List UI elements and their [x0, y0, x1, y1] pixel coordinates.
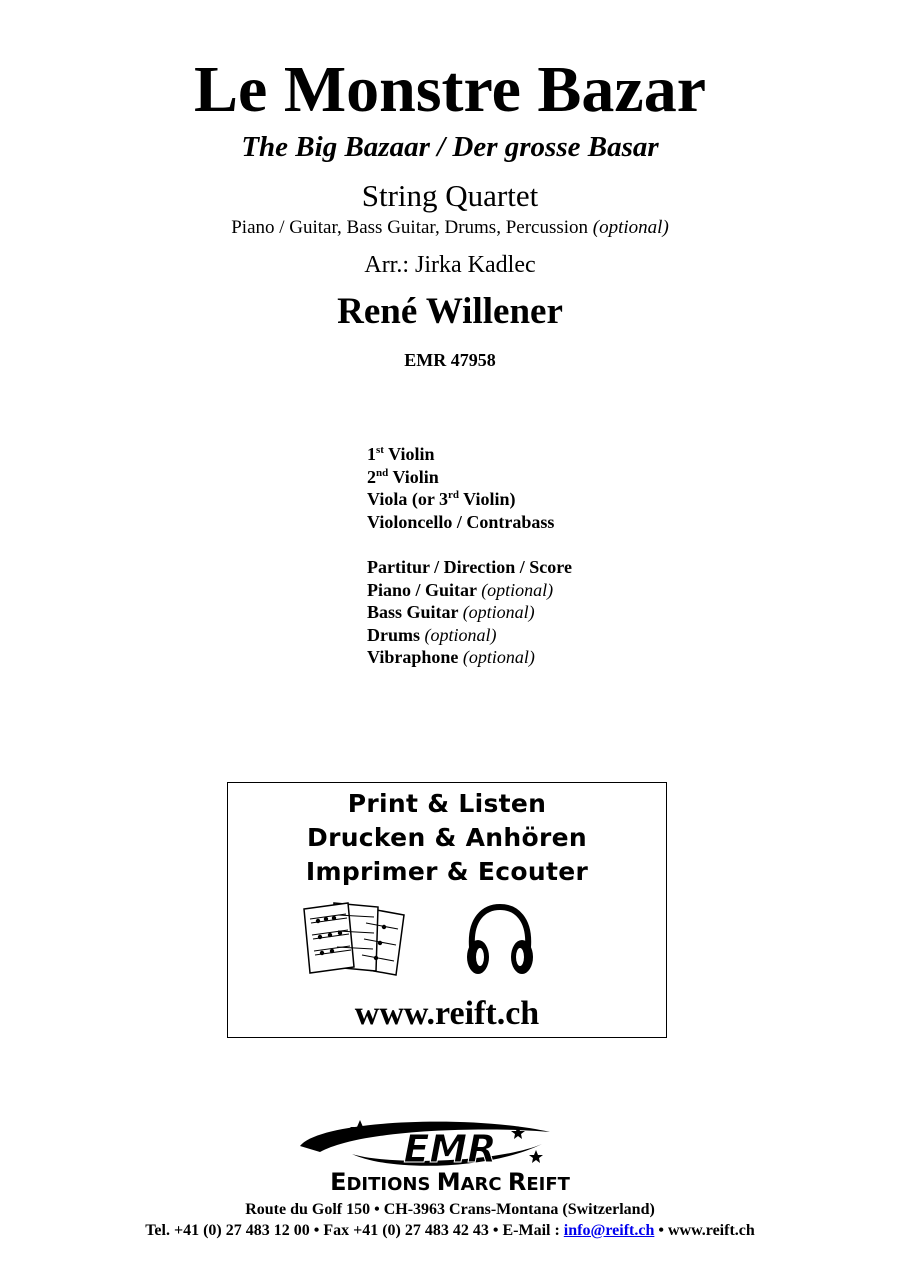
publisher-contact: Tel. +41 (0) 27 483 12 00 • Fax +41 (0) 27 483 42 43 • E-Mail : info@reift.ch • www.reift.ch	[145, 1222, 755, 1239]
sheet-music-icon	[300, 901, 412, 981]
website-link[interactable]: www.reift.ch	[354, 995, 540, 1032]
part-item: Partitur / Direction / Score	[367, 556, 572, 577]
piece-subtitle: The Big Bazaar / Der grosse Basar	[241, 131, 659, 163]
instrumentation-line: Piano / Guitar, Bass Guitar, Drums, Percussion (optional)	[231, 217, 669, 238]
part-item: 2nd Violin	[367, 466, 439, 487]
arranger-credit: Arr.: Jirka Kadlec	[364, 252, 536, 278]
promo-line: Imprimer & Ecouter	[305, 857, 589, 886]
emr-logo	[250, 1110, 650, 1196]
part-item: Viola (or 3rd Violin)	[367, 489, 516, 510]
parts-list	[367, 443, 572, 669]
part-item: 1st Violin	[367, 444, 435, 464]
email-link[interactable]: info@reift.ch	[563, 1222, 655, 1239]
publisher-name: EDITIONS MARC REIFT	[330, 1168, 570, 1196]
part-item: Drums (optional)	[367, 624, 497, 645]
part-item: Vibraphone (optional)	[367, 647, 535, 668]
part-item: Violoncello / Contrabass	[367, 511, 555, 532]
catalog-number: EMR 47958	[404, 350, 496, 370]
promo-line: Drucken & Anhören	[307, 823, 587, 852]
promo-line: Print & Listen	[347, 789, 547, 818]
headphones-icon	[464, 903, 536, 979]
ensemble-label: String Quartet	[361, 178, 539, 213]
print-listen-box	[227, 782, 667, 1038]
part-item: Piano / Guitar (optional)	[367, 579, 554, 600]
composer-name: René Willener	[337, 291, 563, 332]
emr-logo-text: EMR	[403, 1127, 497, 1171]
publisher-address: Route du Golf 150 • CH-3963 Crans-Montana (Switzerland)	[245, 1201, 655, 1218]
part-item: Bass Guitar (optional)	[367, 602, 535, 623]
piece-title: Le Monstre Bazar	[194, 53, 706, 126]
